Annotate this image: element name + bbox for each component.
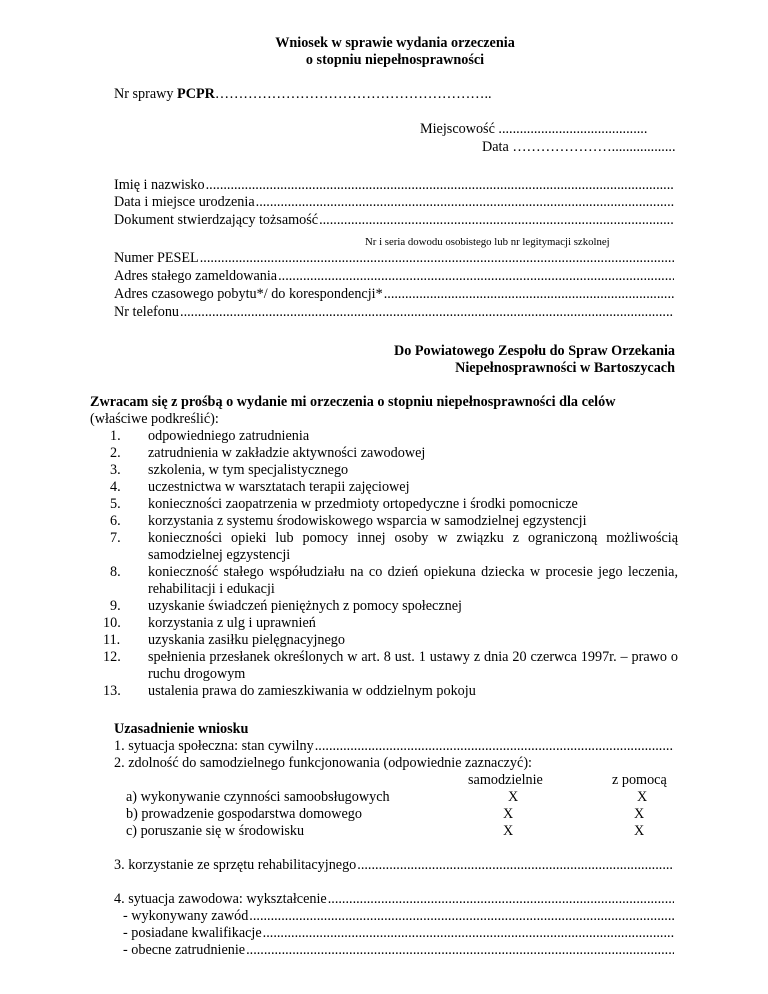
purpose-text: konieczności opieki lub pomocy innej osoby w związku z ograniczoną możliwością samodzielnej egzystencji: [148, 530, 678, 563]
qualifications-label: - posiadane kwalifikacje: [123, 925, 262, 941]
pesel-label: Numer PESEL: [114, 250, 199, 266]
purpose-number: 4.: [110, 479, 121, 495]
purpose-text: konieczności zaopatrzenia w przedmioty ortopedyczne i środki pomocnicze: [148, 496, 578, 512]
purpose-number: 10.: [103, 615, 121, 631]
purpose-text: uzyskania zasiłku pielęgnacyjnego: [148, 632, 345, 648]
place-field[interactable]: Miejscowość ..........................................: [420, 121, 648, 137]
form-title-line2: o stopniu niepełnosprawności: [305, 52, 485, 68]
self-mark-b[interactable]: X: [503, 806, 514, 822]
phone-field[interactable]: [114, 304, 674, 321]
profession-field[interactable]: [123, 908, 674, 925]
case-number-line: [114, 86, 492, 103]
purpose-number: 8.: [110, 564, 121, 580]
addressee-line1: Do Powiatowego Zespołu do Spraw Orzekania: [394, 343, 675, 359]
self-mark-a[interactable]: X: [508, 789, 519, 805]
purpose-item-2[interactable]: [110, 445, 678, 462]
purpose-number: 5.: [110, 496, 121, 512]
name-field[interactable]: [114, 177, 674, 194]
phone-label: Nr telefonu: [114, 304, 180, 320]
purpose-item-4[interactable]: [110, 479, 678, 496]
purpose-text: korzystania z systemu środowiskowego wsparcia w samodzielnej egzystencji: [148, 513, 587, 529]
date-field[interactable]: Data …………………..................: [482, 139, 676, 155]
qualifications-field[interactable]: [123, 925, 674, 942]
purpose-text: zatrudnienia w zakładzie aktywności zawodowej: [148, 445, 426, 461]
purpose-text: ustalenia prawa do zamieszkiwania w oddzielnym pokoju: [148, 683, 476, 699]
purpose-item-8[interactable]: [110, 564, 678, 598]
purpose-item-5[interactable]: [110, 496, 678, 513]
purpose-text: konieczność stałego współudziału na co dzień opiekuna dziecka w procesie jego leczenia, rehabilitacji i edukacji: [148, 564, 678, 597]
addressee-line2: Niepełnosprawności w Bartoszycach: [455, 360, 675, 376]
purpose-item-11[interactable]: [103, 632, 678, 649]
education-field[interactable]: [114, 891, 674, 908]
permanent-address-field[interactable]: [114, 268, 674, 285]
functioning-row-c: c) poruszanie się w środowisku: [126, 823, 305, 839]
purpose-text: uczestnictwa w warsztatach terapii zajęciowej: [148, 479, 410, 495]
name-label: Imię i nazwisko: [114, 177, 205, 193]
help-mark-c[interactable]: X: [634, 823, 645, 839]
purpose-number: 3.: [110, 462, 121, 478]
birth-field[interactable]: [114, 194, 674, 211]
purpose-item-6[interactable]: [110, 513, 678, 530]
education-label: 4. sytuacja zawodowa: wykształcenie: [114, 891, 327, 907]
id-document-note: Nr i seria dowodu osobistego lub nr legitymacji szkolnej: [365, 236, 610, 248]
purpose-item-7[interactable]: [110, 530, 678, 564]
rehab-equipment-label: 3. korzystanie ze sprzętu rehabilitacyjnego: [114, 857, 357, 873]
purpose-text: spełnienia przesłanek określonych w art. 8 ust. 1 ustawy z dnia 20 czerwca 1997r. – prawo o ruchu drogowym: [148, 649, 678, 682]
civil-status-label: 1. sytuacja społeczna: stan cywilny: [114, 738, 314, 754]
self-mark-c[interactable]: X: [503, 823, 514, 839]
purpose-number: 13.: [103, 683, 121, 699]
case-number-org: PCPR: [177, 86, 215, 102]
pesel-field[interactable]: [114, 250, 674, 267]
purpose-number: 6.: [110, 513, 121, 529]
birth-label: Data i miejsce urodzenia: [114, 194, 255, 210]
purpose-item-10[interactable]: [103, 615, 678, 632]
purpose-item-1[interactable]: [110, 428, 678, 445]
help-mark-a[interactable]: X: [637, 789, 648, 805]
justification-heading: Uzasadnienie wniosku: [114, 721, 249, 737]
id-document-field[interactable]: [114, 212, 674, 229]
purpose-text: uzyskanie świadczeń pieniężnych z pomocy społecznej: [148, 598, 462, 614]
purpose-number: 12.: [103, 649, 121, 665]
employment-field[interactable]: [123, 942, 674, 959]
request-heading: Zwracam się z prośbą o wydanie mi orzeczenia o stopniu niepełnosprawności dla celów: [90, 394, 616, 410]
temporary-address-field[interactable]: [114, 286, 674, 303]
profession-label: - wykonywany zawód: [123, 908, 249, 924]
purpose-number: 9.: [110, 598, 121, 614]
purpose-item-12[interactable]: [103, 649, 678, 683]
functioning-row-b: b) prowadzenie gospodarstwa domowego: [126, 806, 362, 822]
request-note: (właściwe podkreślić):: [90, 411, 219, 427]
purpose-text: szkolenia, w tym specjalistycznego: [148, 462, 349, 478]
temporary-address-label: Adres czasowego pobytu*/ do korespondencji*: [114, 286, 383, 302]
purpose-number: 1.: [110, 428, 121, 444]
civil-status-field[interactable]: [114, 738, 674, 755]
id-document-label: Dokument stwierdzający tożsamość: [114, 212, 319, 228]
purpose-item-3[interactable]: [110, 462, 678, 479]
permanent-address-label: Adres stałego zameldowania: [114, 268, 278, 284]
help-mark-b[interactable]: X: [634, 806, 645, 822]
case-number-fill[interactable]: …………………………………………………..: [214, 86, 492, 102]
case-number-label: Nr sprawy: [114, 86, 178, 102]
purpose-text: odpowiedniego zatrudnienia: [148, 428, 310, 444]
purpose-text: korzystania z ulg i uprawnień: [148, 615, 316, 631]
purpose-number: 7.: [110, 530, 121, 546]
purpose-number: 11.: [103, 632, 121, 648]
purpose-number: 2.: [110, 445, 121, 461]
functioning-row-a: a) wykonywanie czynności samoobsługowych: [126, 789, 390, 805]
form-title-line1: Wniosek w sprawie wydania orzeczenia: [275, 35, 515, 51]
column-help: z pomocą: [612, 772, 667, 788]
purpose-item-9[interactable]: [110, 598, 678, 615]
purpose-item-13[interactable]: [103, 683, 678, 700]
functioning-question: 2. zdolność do samodzielnego funkcjonowania (odpowiednie zaznaczyć):: [114, 755, 532, 771]
rehab-equipment-field[interactable]: [114, 857, 674, 874]
column-self: samodzielnie: [468, 772, 543, 788]
employment-label: - obecne zatrudnienie: [123, 942, 246, 958]
